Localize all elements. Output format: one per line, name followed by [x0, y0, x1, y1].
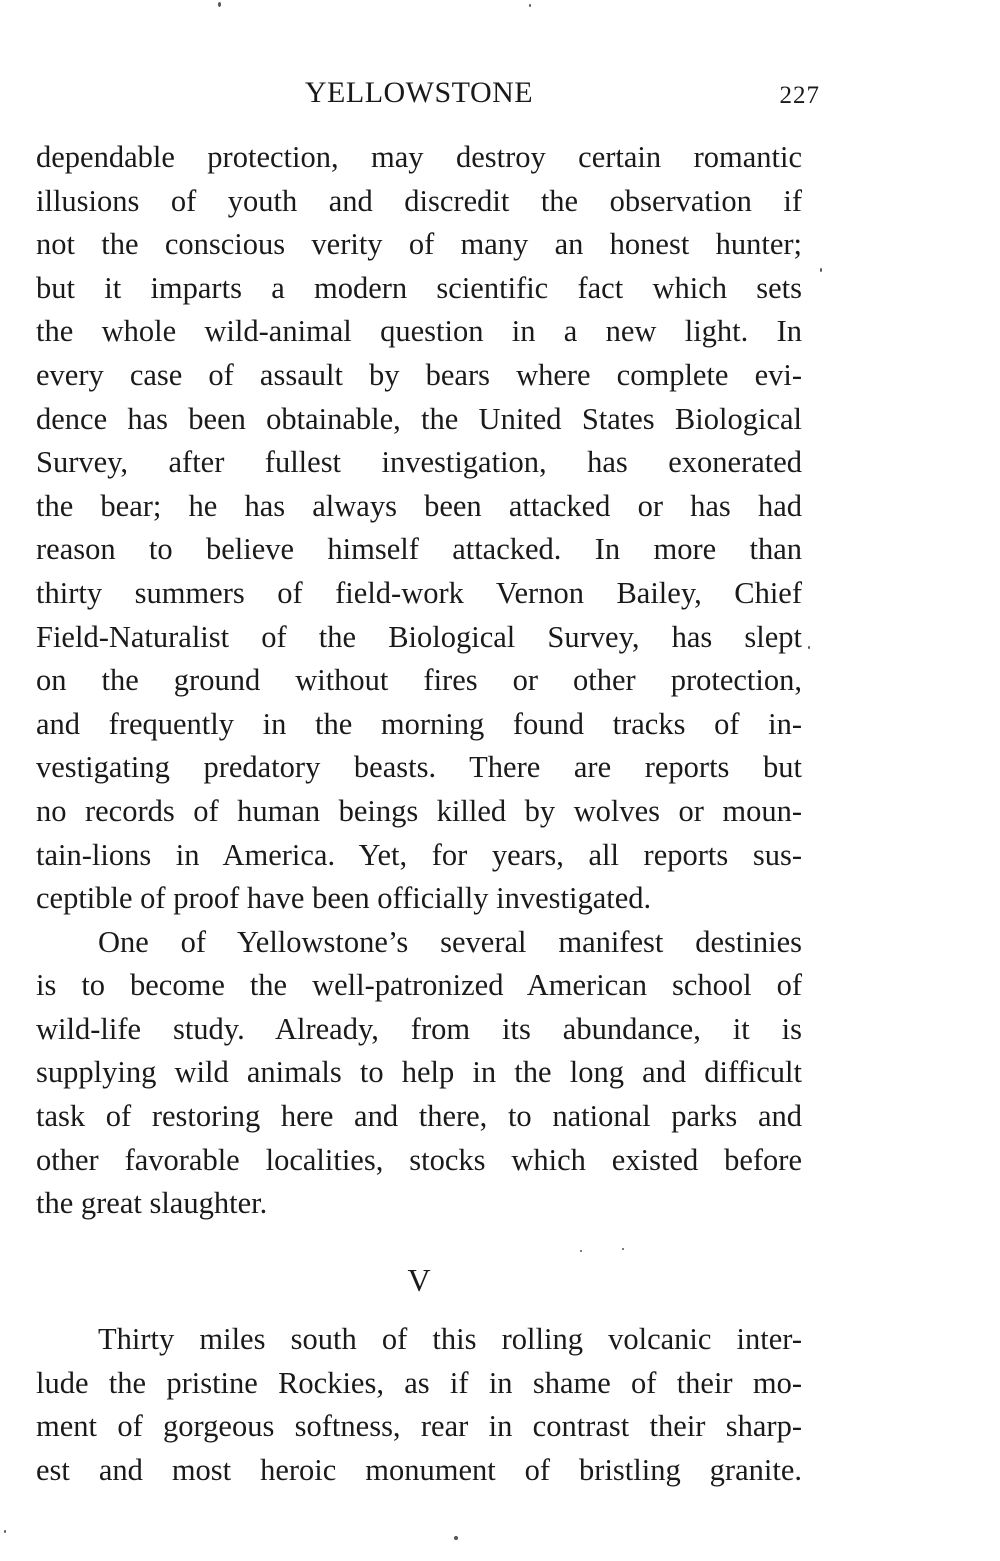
text-line: tain-lions in America. Yet, for years, all reports sus- [36, 837, 802, 872]
text-line: Thirty miles south of this rolling volcanic inter- [98, 1322, 802, 1356]
scan-speck [218, 2, 221, 7]
text-line: is to become the well-patronized American school of [36, 968, 802, 1003]
text-line: dependable protection, may destroy certain romantic [36, 140, 802, 174]
text-line: other favorable localities, stocks which existed before [36, 1142, 802, 1177]
scan-speck [808, 646, 810, 649]
text-line: Survey, after fullest investigation, has exonerated [36, 445, 802, 480]
running-title: YELLOWSTONE [304, 76, 534, 109]
text-line: reason to believe himself attacked. In more than [36, 532, 802, 567]
scan-speck [4, 1530, 6, 1533]
text-line: the bear; he has always been attacked or has had [36, 488, 802, 523]
text-line: Field-Naturalist of the Biological Survey, has slept [36, 619, 802, 654]
page-number: 227 [779, 82, 820, 109]
scan-speck [454, 1536, 458, 1540]
text-line: lude the pristine Rockies, as if in shame of their mo- [36, 1365, 802, 1400]
text-line: illusions of youth and discredit the observation if [36, 183, 802, 218]
text-line: supplying wild animals to help in the long and difficult [36, 1055, 802, 1090]
text-line: ment of gorgeous softness, rear in contrast their sharp- [36, 1409, 802, 1444]
text-line: task of restoring here and there, to national parks and [36, 1099, 802, 1134]
section-heading: V [407, 1262, 431, 1298]
text-line: the great slaughter. [36, 1186, 268, 1221]
text-line: but it imparts a modern scientific fact which sets [36, 270, 802, 305]
scan-speck [622, 1248, 624, 1250]
text-line: every case of assault by bears where complete evi- [36, 357, 802, 392]
scan-speck [820, 268, 822, 272]
scan-speck [580, 1250, 582, 1252]
text-line: thirty summers of field-work Vernon Bailey, Chief [36, 575, 802, 610]
body-text [36, 136, 802, 1226]
section-text [36, 1318, 802, 1492]
text-line: wild-life study. Already, from its abundance, it is [36, 1011, 802, 1046]
text-line: and frequently in the morning found tracks of in- [36, 706, 802, 741]
scan-speck [529, 4, 531, 7]
text-line: dence has been obtainable, the United States Biological [36, 401, 802, 436]
text-line: no records of human beings killed by wolves or moun- [36, 793, 802, 828]
text-line: vestigating predatory beasts. There are reports but [36, 750, 802, 785]
running-head [36, 76, 820, 120]
text-line: One of Yellowstone’s several manifest destinies [98, 924, 802, 959]
text-line: ceptible of proof have been officially investigated. [36, 881, 652, 916]
text-line: the whole wild-animal question in a new light. In [36, 314, 802, 349]
text-line: on the ground without fires or other protection, [36, 663, 802, 698]
text-line: est and most heroic monument of bristling granite. [36, 1452, 802, 1487]
text-line: not the conscious verity of many an honest hunter; [36, 227, 802, 262]
